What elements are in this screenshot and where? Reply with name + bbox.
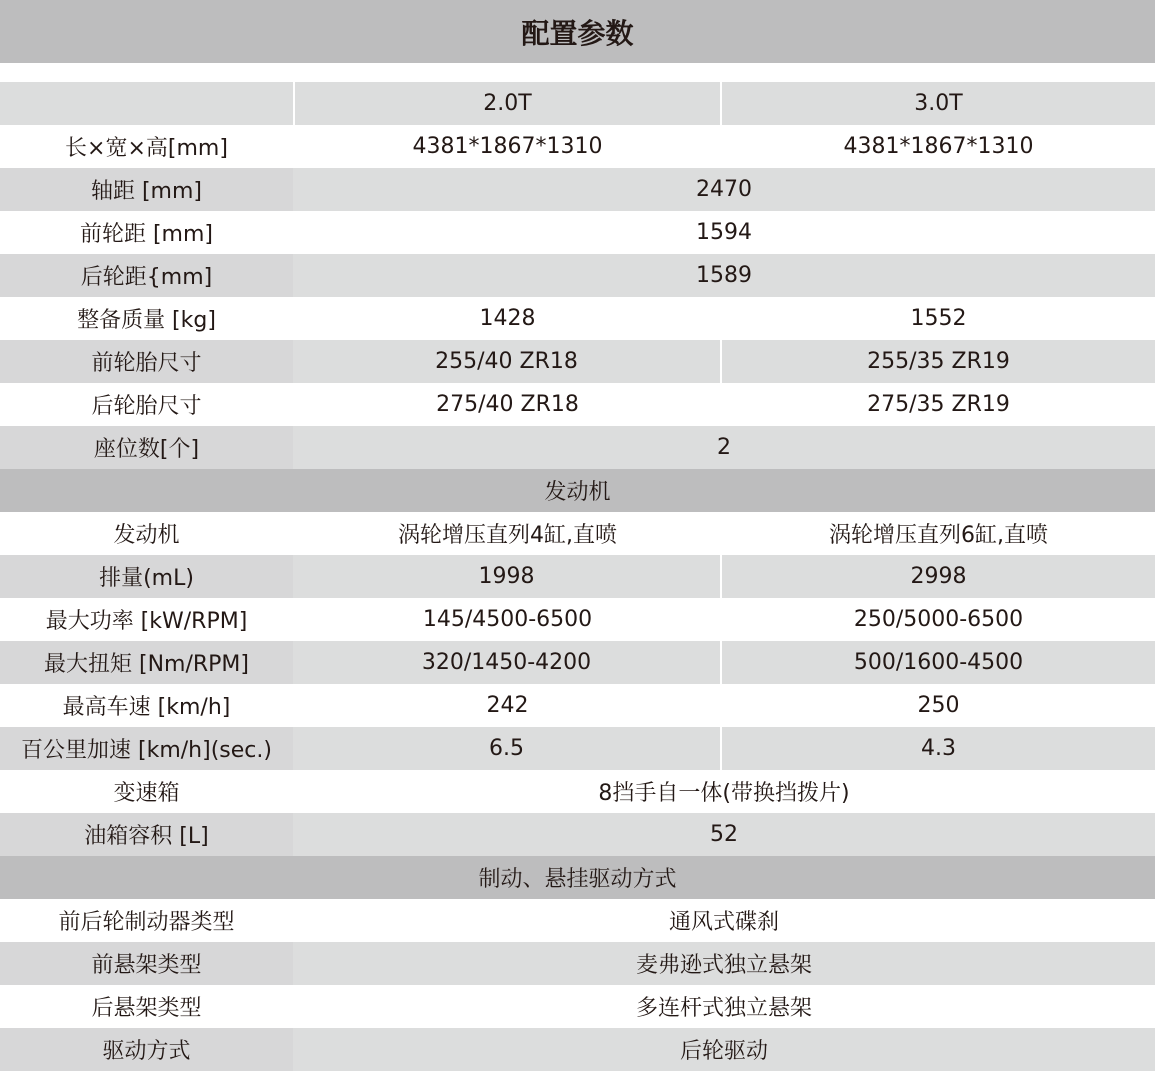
row-label: 前轮距 [mm] — [0, 211, 293, 254]
row-label: 最高车速 [km/h] — [0, 684, 293, 727]
value-3-0t-cell: 1552 — [722, 297, 1155, 340]
row-label: 后轮距{mm] — [0, 254, 293, 297]
value-3-0t-cell: 255/35 ZR19 — [722, 340, 1155, 383]
section-header-row — [0, 469, 1155, 512]
value-2-0t-cell: 145/4500-6500 — [293, 598, 722, 641]
table-row — [0, 727, 1155, 770]
value-3-0t-cell: 4.3 — [722, 727, 1155, 770]
table-row — [0, 125, 1155, 168]
value-2-0t-cell: 涡轮增压直列4缸,直喷 — [293, 512, 722, 555]
value-3-0t-cell: 500/1600-4500 — [722, 641, 1155, 684]
row-label: 排量(mL) — [0, 555, 293, 598]
value-2-0t-cell: 242 — [293, 684, 722, 727]
shared-value-cell: 1589 — [293, 254, 1155, 297]
table-row — [0, 985, 1155, 1028]
shared-value-cell: 2470 — [293, 168, 1155, 211]
row-label: 整备质量 [kg] — [0, 297, 293, 340]
value-2-0t-cell: 1998 — [293, 555, 722, 598]
table-header-row — [0, 82, 1155, 125]
value-3-0t-cell: 2998 — [722, 555, 1155, 598]
shared-value-cell: 麦弗逊式独立悬架 — [293, 942, 1155, 985]
value-2-0t-cell: 320/1450-4200 — [293, 641, 722, 684]
row-label: 长×宽×高[mm] — [0, 125, 293, 168]
table-row — [0, 641, 1155, 684]
table-row — [0, 1028, 1155, 1071]
row-label: 前后轮制动器类型 — [0, 899, 293, 942]
table-row — [0, 770, 1155, 813]
shared-value-cell: 通风式碟刹 — [293, 899, 1155, 942]
table-row — [0, 211, 1155, 254]
shared-value-cell: 2 — [293, 426, 1155, 469]
shared-value-cell: 52 — [293, 813, 1155, 856]
value-2-0t-cell: 4381*1867*1310 — [293, 125, 722, 168]
value-3-0t-cell: 4381*1867*1310 — [722, 125, 1155, 168]
shared-value-cell: 后轮驱动 — [293, 1028, 1155, 1071]
section-title: 制动、悬挂驱动方式 — [0, 856, 1155, 899]
table-row — [0, 942, 1155, 985]
header-variant-3-0t: 3.0T — [722, 82, 1155, 125]
spec-table — [0, 82, 1155, 1071]
row-label: 前悬架类型 — [0, 942, 293, 985]
table-row — [0, 426, 1155, 469]
row-label: 后悬架类型 — [0, 985, 293, 1028]
table-row — [0, 598, 1155, 641]
row-label: 百公里加速 [km/h](sec.) — [0, 727, 293, 770]
value-2-0t-cell: 1428 — [293, 297, 722, 340]
row-label: 前轮胎尺寸 — [0, 340, 293, 383]
table-row — [0, 512, 1155, 555]
table-row — [0, 340, 1155, 383]
shared-value-cell: 多连杆式独立悬架 — [293, 985, 1155, 1028]
table-row — [0, 383, 1155, 426]
value-2-0t-cell: 275/40 ZR18 — [293, 383, 722, 426]
table-row — [0, 254, 1155, 297]
row-label: 驱动方式 — [0, 1028, 293, 1071]
row-label: 后轮胎尺寸 — [0, 383, 293, 426]
page-title: 配置参数 — [0, 0, 1155, 63]
value-2-0t-cell: 255/40 ZR18 — [293, 340, 722, 383]
value-3-0t-cell: 250 — [722, 684, 1155, 727]
section-title: 发动机 — [0, 469, 1155, 512]
row-label: 最大扭矩 [Nm/RPM] — [0, 641, 293, 684]
row-label: 座位数[个] — [0, 426, 293, 469]
table-row — [0, 684, 1155, 727]
shared-value-cell: 1594 — [293, 211, 1155, 254]
row-label: 发动机 — [0, 512, 293, 555]
shared-value-cell: 8挡手自一体(带换挡拨片) — [293, 770, 1155, 813]
table-row — [0, 899, 1155, 942]
table-row — [0, 555, 1155, 598]
section-header-row — [0, 856, 1155, 899]
value-3-0t-cell: 涡轮增压直列6缸,直喷 — [722, 512, 1155, 555]
value-3-0t-cell: 275/35 ZR19 — [722, 383, 1155, 426]
row-label: 油箱容积 [L] — [0, 813, 293, 856]
header-variant-2-0t: 2.0T — [293, 82, 722, 125]
header-label-cell — [0, 82, 293, 125]
table-row — [0, 813, 1155, 856]
row-label: 变速箱 — [0, 770, 293, 813]
table-row — [0, 297, 1155, 340]
row-label: 轴距 [mm] — [0, 168, 293, 211]
row-label: 最大功率 [kW/RPM] — [0, 598, 293, 641]
value-3-0t-cell: 250/5000-6500 — [722, 598, 1155, 641]
value-2-0t-cell: 6.5 — [293, 727, 722, 770]
table-row — [0, 168, 1155, 211]
